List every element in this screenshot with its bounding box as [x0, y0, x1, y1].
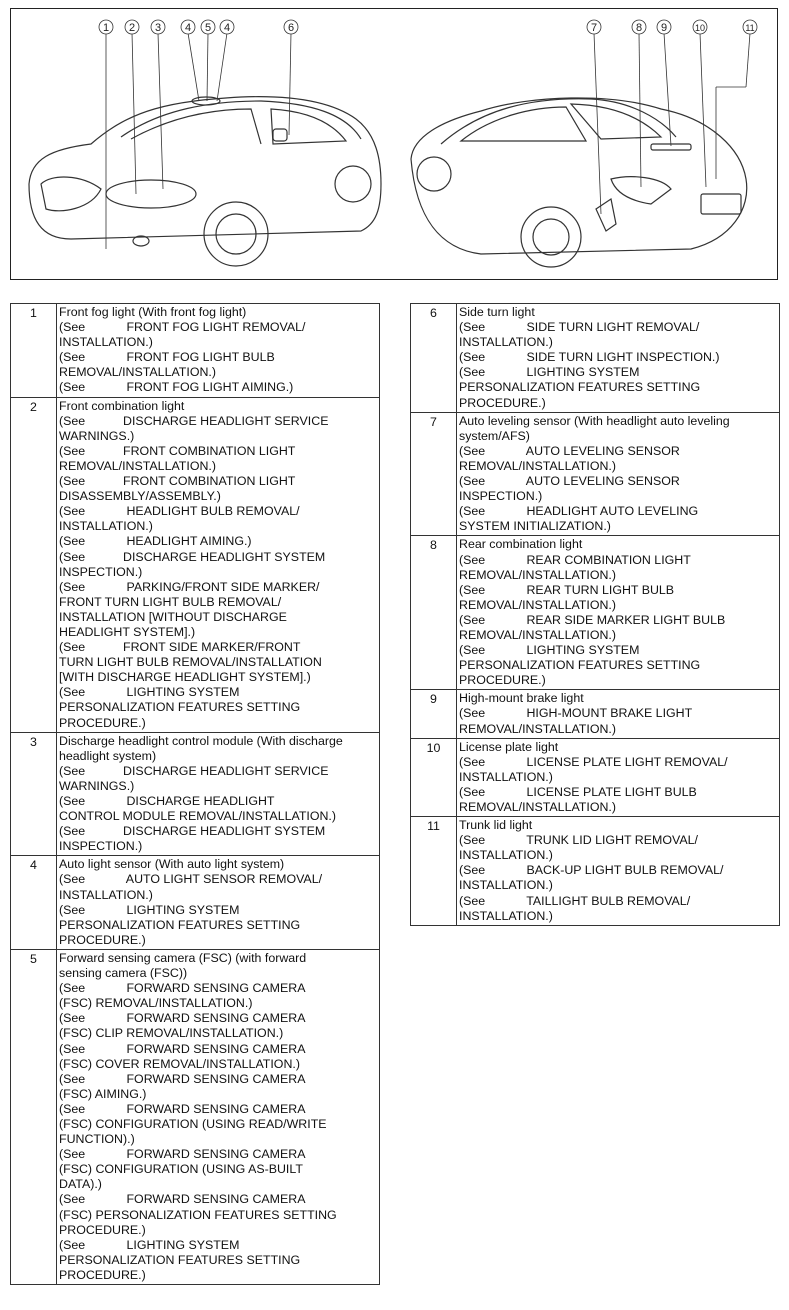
description-line: CONTROL MODULE REMOVAL/INSTALLATION.): [59, 809, 336, 824]
item-number: 2: [11, 397, 57, 732]
description-line: FUNCTION).): [59, 1132, 135, 1147]
description-line: Front combination light: [59, 398, 185, 413]
item-description: [457, 412, 780, 536]
description-line: Rear combination light: [459, 537, 583, 552]
rear-car-side-window: [461, 107, 586, 141]
description-line: (See FORWARD SENSING CAMERA: [59, 1147, 306, 1162]
description-line: (FSC) COVER REMOVAL/INSTALLATION.): [59, 1056, 300, 1071]
description-line: REMOVAL/INSTALLATION.): [59, 458, 216, 473]
description-line: INSTALLATION.): [459, 335, 553, 350]
description-line: REMOVAL/INSTALLATION.): [459, 800, 616, 814]
item-description: [457, 817, 780, 926]
front-car-side-window: [271, 109, 346, 144]
description-line: PERSONALIZATION FEATURES SETTING: [59, 1252, 301, 1267]
description-line: DISASSEMBLY/ASSEMBLY.): [59, 489, 221, 504]
description-line: (See FRONT COMBINATION LIGHT: [59, 443, 296, 458]
description-line: PERSONALIZATION FEATURES SETTING: [459, 380, 701, 395]
item-number: 1: [11, 304, 57, 398]
description-line: PROCEDURE.): [59, 715, 146, 730]
item-number: 7: [411, 412, 457, 536]
front-car-roof: [121, 101, 361, 139]
description-line: Front fog light (With front fog light): [59, 305, 247, 319]
table-row: [11, 732, 380, 856]
description-line: (See DISCHARGE HEADLIGHT: [59, 794, 275, 808]
description-line: (See REAR COMBINATION LIGHT: [459, 552, 691, 567]
front-headlight: [106, 180, 196, 208]
item-description: [57, 732, 380, 856]
callout-4a: 4: [184, 22, 192, 34]
description-line: (See DISCHARGE HEADLIGHT SYSTEM: [59, 549, 326, 564]
parts-table-right: [410, 303, 780, 926]
item-description: [57, 856, 380, 950]
description-line: (See FORWARD SENSING CAMERA: [59, 1071, 306, 1086]
description-line: INSPECTION.): [459, 489, 543, 504]
description-line: PERSONALIZATION FEATURES SETTING: [59, 700, 301, 715]
description-line: (See PARKING/FRONT SIDE MARKER/: [59, 579, 320, 594]
description-line: (See FRONT SIDE MARKER/FRONT: [59, 640, 301, 655]
description-line: SYSTEM INITIALIZATION.): [459, 519, 611, 534]
description-line: (See AUTO LEVELING SENSOR: [459, 443, 680, 458]
description-line: (See LIGHTING SYSTEM: [59, 1237, 240, 1252]
description-line: Auto leveling sensor (With headlight auto leveling: [459, 413, 730, 428]
description-line: sensing camera (FSC)): [59, 966, 188, 981]
side-mirror: [273, 129, 287, 141]
description-line: INSTALLATION.): [459, 878, 553, 893]
callout-3: 3: [154, 22, 162, 34]
description-line: TURN LIGHT BULB REMOVAL/INSTALLATION: [59, 655, 322, 670]
description-line: (FSC) CONFIGURATION (USING AS-BUILT: [59, 1162, 303, 1177]
item-number: 10: [411, 738, 457, 816]
rear-wheel-left: [521, 207, 581, 267]
description-line: INSTALLATION.): [459, 848, 553, 863]
rear-car-body: [411, 98, 747, 254]
parts-table-left-body: [11, 304, 380, 1285]
description-line: REMOVAL/INSTALLATION.): [459, 567, 616, 582]
description-line: PROCEDURE.): [59, 932, 146, 947]
table-row: [11, 397, 380, 732]
description-line: REMOVAL/INSTALLATION.): [459, 721, 616, 736]
description-line: (See SIDE TURN LIGHT REMOVAL/: [459, 320, 700, 335]
parts-table-right-body: [411, 304, 780, 926]
description-line: PERSONALIZATION FEATURES SETTING: [459, 658, 701, 673]
table-row: [11, 856, 380, 950]
description-line: Discharge headlight control module (With discharge: [59, 733, 343, 748]
description-line: INSPECTION.): [59, 839, 143, 854]
description-line: [WITH DISCHARGE HEADLIGHT SYSTEM].): [59, 670, 311, 685]
callout-7: 7: [590, 22, 598, 34]
callout-5: 5: [204, 22, 212, 34]
callout-1: 1: [102, 22, 110, 34]
table-row: [411, 738, 780, 816]
description-line: (FSC) CONFIGURATION (USING READ/WRITE: [59, 1116, 327, 1131]
front-car-body: [29, 97, 381, 239]
description-line: (See HEADLIGHT BULB REMOVAL/: [59, 504, 300, 519]
callout-6: 6: [287, 22, 295, 34]
description-line: (See LIGHTING SYSTEM: [459, 365, 640, 380]
description-line: INSTALLATION.): [59, 887, 153, 902]
item-number: 5: [11, 949, 57, 1284]
description-line: Side turn light: [459, 305, 535, 319]
leveling-sensor: [596, 199, 616, 231]
description-line: INSPECTION.): [59, 564, 143, 579]
item-description: [457, 536, 780, 690]
table-row: [411, 412, 780, 536]
table-row: [11, 949, 380, 1284]
callout-9: 9: [660, 22, 668, 34]
description-line: (FSC) PERSONALIZATION FEATURES SETTING: [59, 1207, 337, 1222]
callout-11: 11: [745, 23, 755, 33]
callout-4b: 4: [223, 22, 231, 34]
description-line: system/AFS): [459, 428, 530, 443]
description-line: PROCEDURE.): [59, 1222, 146, 1237]
description-line: (FSC) REMOVAL/INSTALLATION.): [59, 996, 253, 1011]
vehicle-illustration: [10, 8, 778, 280]
description-line: (See FORWARD SENSING CAMERA: [59, 1041, 306, 1056]
item-description: [57, 949, 380, 1284]
description-line: HEADLIGHT SYSTEM].): [59, 624, 196, 639]
description-line: (See REAR TURN LIGHT BULB: [459, 582, 675, 597]
item-description: [457, 304, 780, 413]
item-number: 9: [411, 690, 457, 738]
callout-2: 2: [128, 22, 136, 34]
description-line: WARNINGS.): [59, 778, 135, 793]
item-description: [457, 690, 780, 738]
item-number: 11: [411, 817, 457, 926]
description-line: PROCEDURE.): [459, 395, 546, 410]
description-line: (See BACK-UP LIGHT BULB REMOVAL/: [459, 863, 724, 878]
rear-car-rear-window: [571, 104, 661, 139]
table-row: [411, 304, 780, 413]
description-line: INSTALLATION.): [459, 908, 553, 923]
description-line: (See LIGHTING SYSTEM: [459, 643, 640, 658]
item-number: 4: [11, 856, 57, 950]
description-line: PERSONALIZATION FEATURES SETTING: [59, 917, 301, 932]
description-line: (See AUTO LEVELING SENSOR: [459, 474, 680, 489]
description-line: WARNINGS.): [59, 428, 135, 443]
description-line: (See DISCHARGE HEADLIGHT SERVICE: [59, 413, 329, 428]
front-car-grille: [41, 177, 101, 211]
front-wheel-right: [335, 166, 371, 202]
description-line: REMOVAL/INSTALLATION.): [459, 627, 616, 642]
description-line: (See HIGH-MOUNT BRAKE LIGHT: [459, 706, 693, 721]
item-number: 8: [411, 536, 457, 690]
description-line: (See TRUNK LID LIGHT REMOVAL/: [459, 833, 698, 848]
item-description: [457, 738, 780, 816]
vehicle-drawing: [11, 9, 777, 279]
description-line: (See FRONT FOG LIGHT AIMING.): [59, 380, 294, 395]
license-plate: [701, 194, 741, 214]
description-line: INSTALLATION [WITHOUT DISCHARGE: [59, 609, 287, 624]
description-line: (See FORWARD SENSING CAMERA: [59, 1192, 306, 1207]
description-line: PROCEDURE.): [59, 1267, 146, 1282]
description-line: REMOVAL/INSTALLATION.): [59, 365, 216, 380]
description-line: (See LICENSE PLATE LIGHT BULB: [459, 784, 697, 799]
description-line: (See FORWARD SENSING CAMERA: [59, 1101, 306, 1116]
description-line: (See HEADLIGHT AUTO LEVELING: [459, 504, 699, 519]
description-line: (See DISCHARGE HEADLIGHT SYSTEM: [59, 824, 326, 839]
description-line: (See LICENSE PLATE LIGHT REMOVAL/: [459, 754, 728, 769]
rear-wheel-right: [417, 157, 451, 191]
description-line: License plate light: [459, 739, 559, 754]
description-line: INSTALLATION.): [59, 519, 153, 534]
description-line: Forward sensing camera (FSC) (with forward: [59, 950, 307, 965]
description-line: (See HEADLIGHT AIMING.): [59, 534, 252, 549]
description-line: PROCEDURE.): [459, 673, 546, 688]
table-row: [411, 690, 780, 738]
description-line: (FSC) CLIP REMOVAL/INSTALLATION.): [59, 1026, 284, 1041]
item-description: [57, 304, 380, 398]
callout-8: 8: [635, 22, 643, 34]
item-number: 6: [411, 304, 457, 413]
description-line: (See AUTO LIGHT SENSOR REMOVAL/: [59, 872, 323, 887]
table-row: [411, 817, 780, 926]
description-line: INSTALLATION.): [459, 769, 553, 784]
description-line: headlight system): [59, 748, 157, 763]
description-line: (See DISCHARGE HEADLIGHT SERVICE: [59, 763, 329, 778]
table-row: [411, 536, 780, 690]
description-line: INSTALLATION.): [59, 335, 153, 350]
description-line: REMOVAL/INSTALLATION.): [459, 458, 616, 473]
description-line: (See REAR SIDE MARKER LIGHT BULB: [459, 612, 726, 627]
table-row: [11, 304, 380, 398]
description-line: Auto light sensor (With auto light system): [59, 857, 285, 872]
description-line: High-mount brake light: [459, 691, 584, 706]
description-line: DATA).): [59, 1177, 102, 1192]
callout-10: 10: [694, 23, 706, 33]
description-line: (See FRONT FOG LIGHT REMOVAL/: [59, 320, 306, 335]
description-line: (See LIGHTING SYSTEM: [59, 685, 240, 700]
description-line: (See TAILLIGHT BULB REMOVAL/: [459, 893, 691, 908]
front-car-windshield: [131, 109, 261, 144]
item-description: [57, 397, 380, 732]
description-line: REMOVAL/INSTALLATION.): [459, 597, 616, 612]
description-line: (See FORWARD SENSING CAMERA: [59, 1011, 306, 1026]
item-number: 3: [11, 732, 57, 856]
description-line: Trunk lid light: [459, 818, 533, 833]
parts-table-left: [10, 303, 380, 1285]
description-line: (See LIGHTING SYSTEM: [59, 902, 240, 917]
description-line: (FSC) AIMING.): [59, 1086, 147, 1101]
description-line: (See SIDE TURN LIGHT INSPECTION.): [459, 350, 720, 365]
description-line: (See FRONT FOG LIGHT BULB: [59, 350, 275, 365]
description-line: (See FORWARD SENSING CAMERA: [59, 981, 306, 996]
description-line: (See FRONT COMBINATION LIGHT: [59, 474, 296, 489]
description-line: FRONT TURN LIGHT BULB REMOVAL/: [59, 594, 282, 609]
